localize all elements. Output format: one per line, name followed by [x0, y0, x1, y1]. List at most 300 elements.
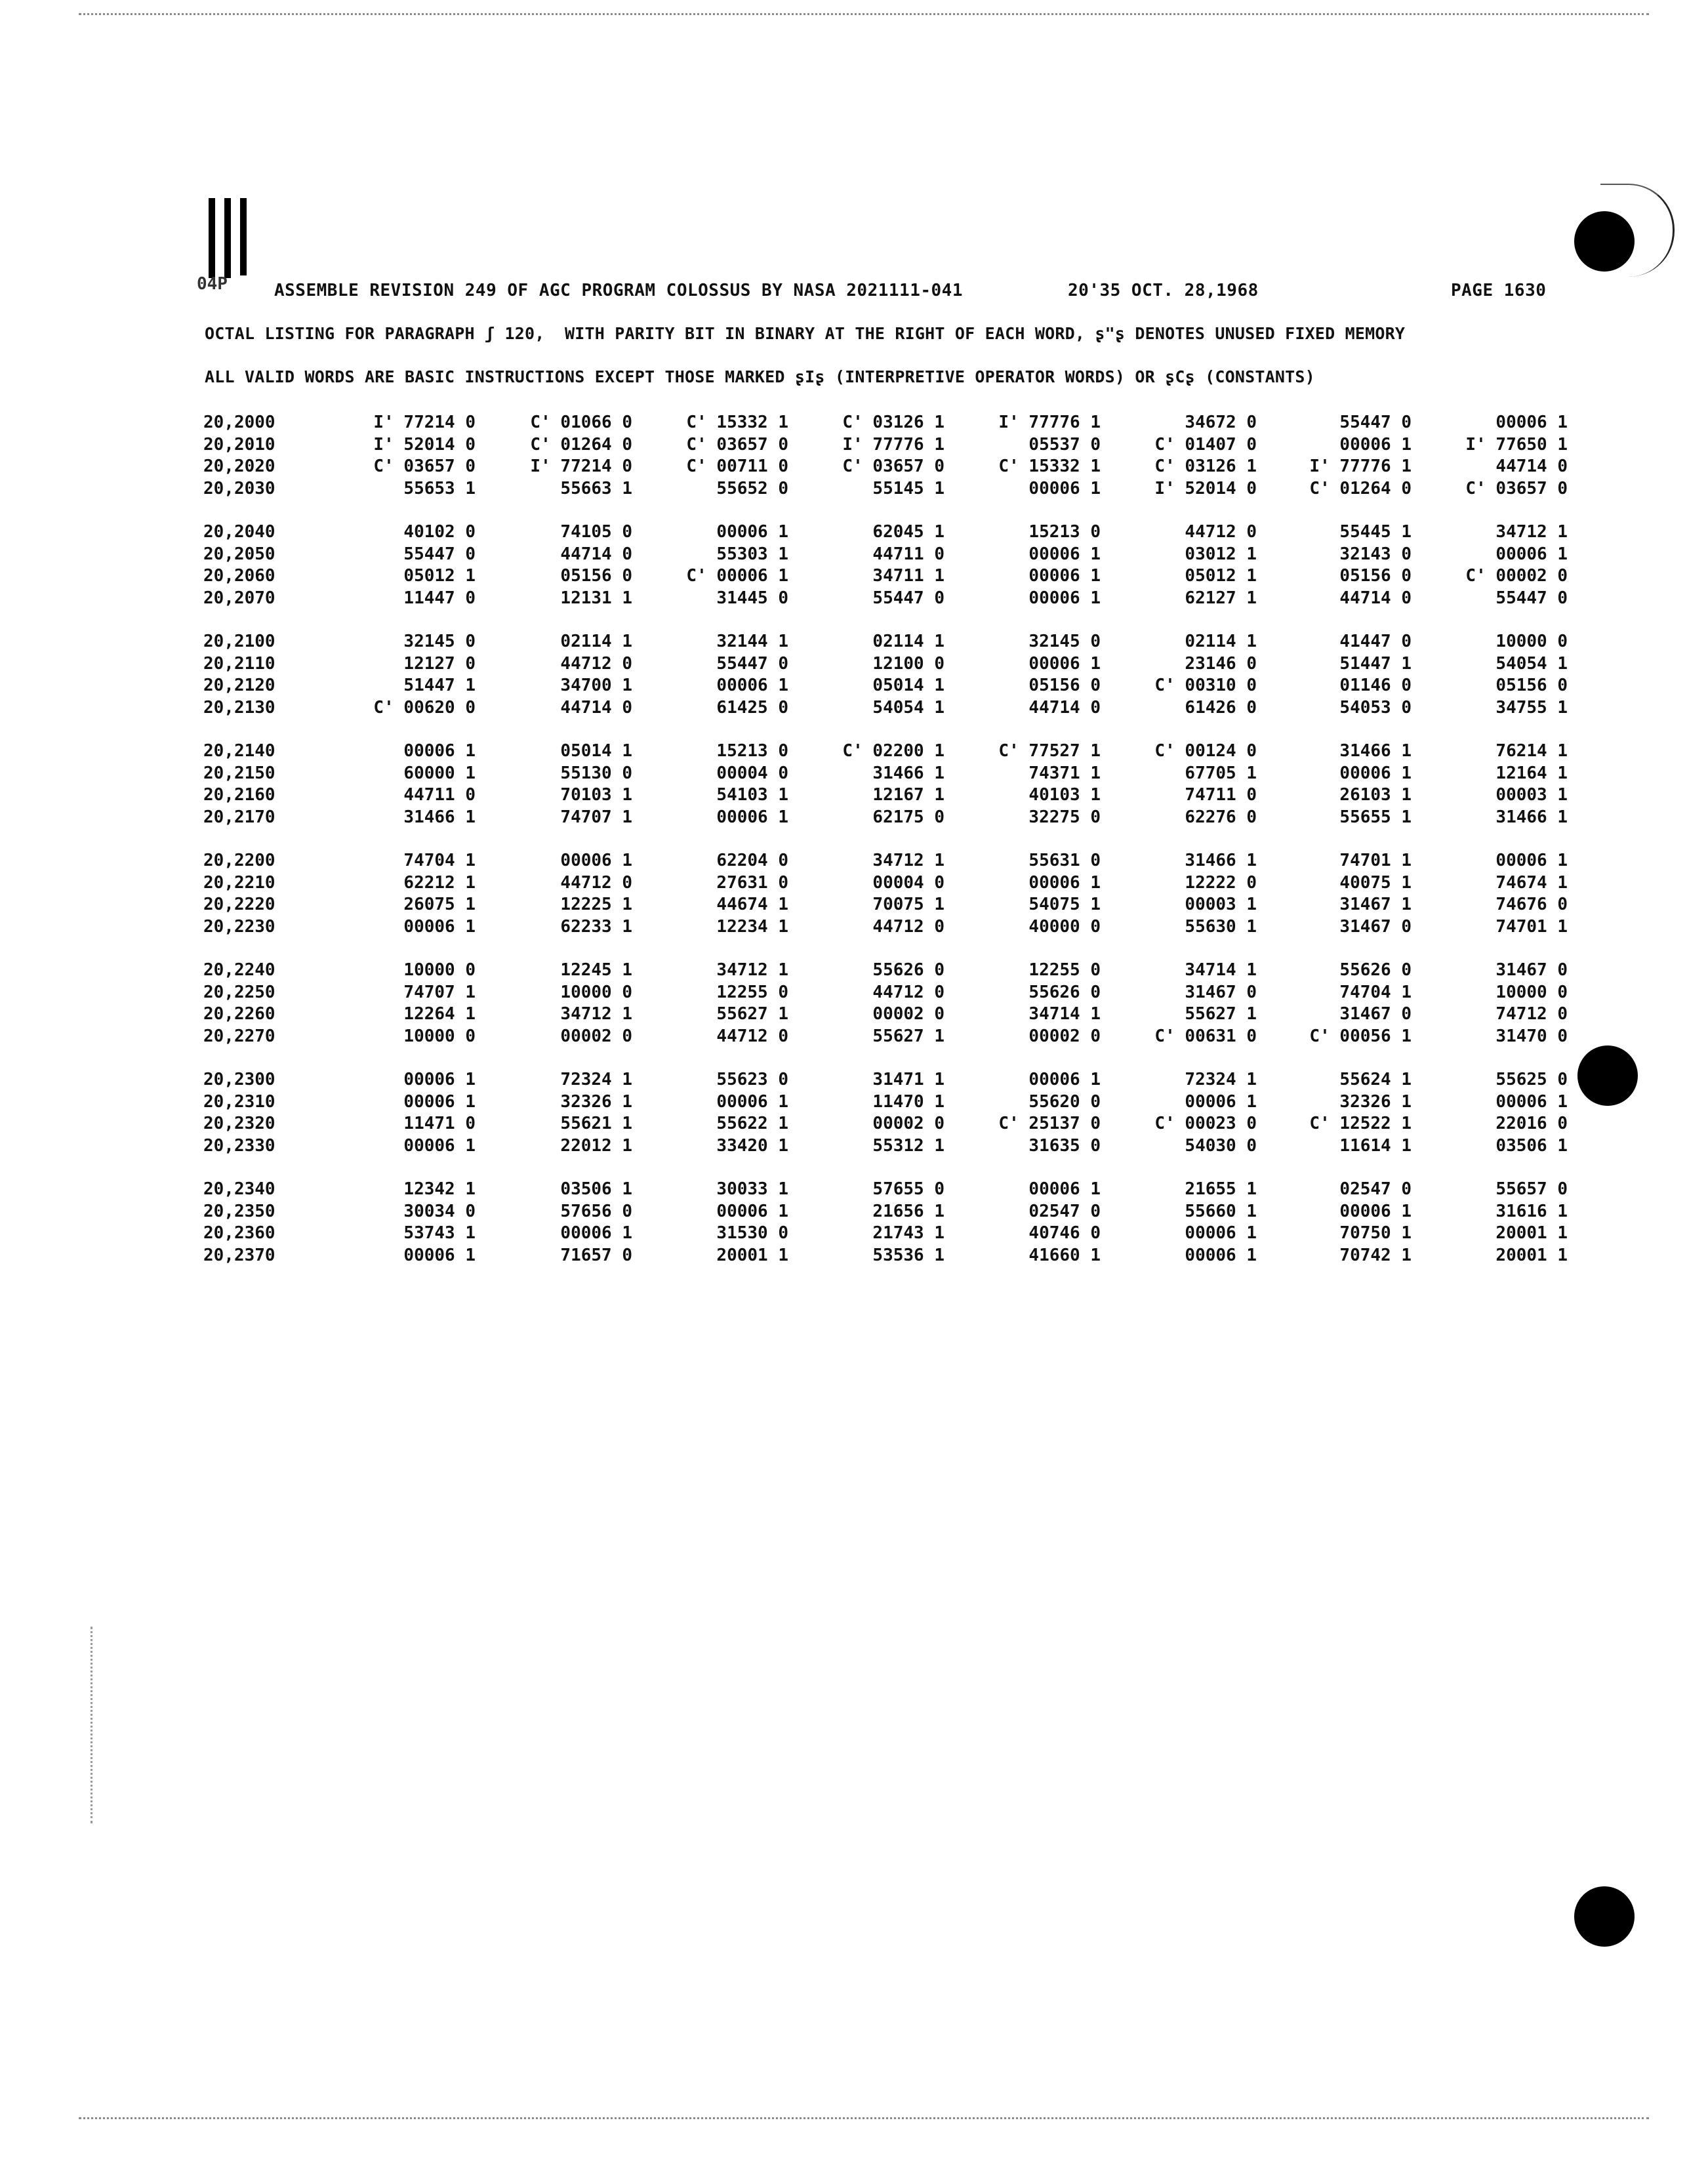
memory-word	[976, 894, 1101, 916]
word-value: 44712 0	[560, 872, 632, 893]
memory-word	[351, 631, 476, 653]
word-value: 34672 0	[1185, 413, 1257, 432]
memory-word	[1443, 521, 1568, 544]
memory-word	[351, 412, 476, 434]
word-value: 77776 1	[1028, 413, 1101, 432]
word-value: 44674 1	[716, 895, 788, 914]
table-row	[203, 434, 1568, 457]
word-value: 54053 0	[1339, 697, 1412, 718]
word-value: 12131 1	[560, 588, 632, 608]
word-value: 54103 1	[716, 785, 788, 805]
word-value: 00006 1	[1028, 1179, 1101, 1199]
row-address: 20,2150	[203, 763, 275, 783]
memory-word	[508, 850, 632, 872]
word-value: 34712 1	[560, 1004, 632, 1024]
memory-word	[1287, 675, 1412, 697]
row-address: 20,2240	[203, 960, 275, 980]
memory-word	[664, 412, 788, 434]
memory-word	[1443, 1223, 1568, 1245]
memory-word	[1287, 1113, 1412, 1135]
word-marker: C'	[842, 741, 863, 761]
word-value: 74105 0	[560, 522, 632, 542]
word-value: 20001 1	[716, 1245, 788, 1265]
word-value: 54030 0	[1185, 1135, 1257, 1156]
word-value: 00004 0	[872, 872, 945, 893]
memory-word	[976, 850, 1101, 872]
memory-word	[1287, 521, 1412, 544]
memory-word	[351, 894, 476, 916]
word-value: 00002 0	[1028, 1026, 1101, 1046]
memory-word	[1287, 982, 1412, 1004]
word-marker: C'	[1154, 457, 1175, 476]
word-value: 00006 1	[1028, 478, 1101, 498]
table-row	[203, 1091, 1568, 1114]
word-marker: C'	[686, 457, 707, 476]
row-address: 20,2250	[203, 982, 275, 1002]
word-value: 01066 0	[560, 413, 632, 432]
row-address: 20,2370	[203, 1245, 275, 1265]
table-row	[203, 456, 1568, 478]
memory-word	[976, 434, 1101, 457]
memory-word	[1132, 1135, 1257, 1158]
word-value: 31466 1	[1185, 851, 1257, 870]
row-address: 20,2100	[203, 632, 275, 651]
memory-word	[1287, 741, 1412, 763]
word-value: 74707 1	[403, 982, 476, 1002]
word-value: 00002 0	[872, 1114, 945, 1133]
word-value: 53536 1	[872, 1245, 945, 1265]
word-value: 34711 1	[872, 566, 945, 586]
table-row	[203, 412, 1568, 434]
word-value: 31466 1	[403, 807, 476, 827]
word-value: 55652 0	[716, 478, 788, 498]
word-value: 00006 1	[1028, 872, 1101, 893]
row-address: 20,2360	[203, 1223, 275, 1243]
word-value: 10000 0	[403, 960, 476, 980]
word-marker: C'	[530, 434, 551, 455]
word-marker: C'	[530, 413, 551, 432]
word-value: 44711 0	[872, 544, 945, 564]
memory-word	[1443, 784, 1568, 807]
memory-word	[351, 1004, 476, 1026]
word-value: 44714 0	[1339, 588, 1412, 608]
word-value: 55655 1	[1339, 807, 1412, 827]
word-value: 74674 1	[1495, 872, 1568, 893]
memory-word	[820, 894, 945, 916]
word-value: 03657 0	[1495, 478, 1568, 498]
table-row	[203, 697, 1568, 720]
memory-word	[508, 544, 632, 566]
word-value: 05012 1	[1185, 566, 1257, 586]
memory-word	[1287, 807, 1412, 829]
memory-word	[351, 916, 476, 939]
memory-word	[351, 697, 476, 720]
memory-word	[351, 588, 476, 610]
octal-listing-table	[203, 412, 1568, 1267]
memory-word	[820, 763, 945, 785]
word-value: 31616 1	[1495, 1201, 1568, 1221]
memory-word	[1132, 521, 1257, 544]
memory-word	[351, 565, 476, 588]
word-value: 15213 0	[1028, 522, 1101, 542]
word-value: 03012 1	[1185, 544, 1257, 564]
word-value: 15332 1	[716, 413, 788, 432]
word-value: 51447 1	[403, 676, 476, 695]
memory-word	[664, 588, 788, 610]
memory-word	[1287, 894, 1412, 916]
memory-word	[1443, 631, 1568, 653]
word-value: 00124 0	[1185, 741, 1257, 761]
memory-word	[976, 631, 1101, 653]
word-value: 55312 1	[872, 1135, 945, 1156]
row-address: 20,2330	[203, 1135, 275, 1156]
table-row	[203, 544, 1568, 566]
memory-word	[1132, 1026, 1257, 1048]
memory-word	[976, 807, 1101, 829]
word-marker: I'	[1309, 457, 1330, 476]
word-value: 34700 1	[560, 676, 632, 695]
memory-word	[508, 1069, 632, 1091]
word-value: 12245 1	[560, 960, 632, 980]
memory-word	[508, 1245, 632, 1267]
word-marker: C'	[1154, 1026, 1175, 1046]
row-address: 20,2060	[203, 566, 275, 586]
word-marker: C'	[998, 457, 1019, 476]
word-marker: I'	[842, 434, 863, 455]
word-value: 00006 1	[1028, 653, 1101, 674]
memory-word	[820, 588, 945, 610]
word-value: 05537 0	[1028, 434, 1101, 455]
word-value: 11471 0	[403, 1114, 476, 1133]
word-marker: C'	[998, 741, 1019, 761]
memory-word	[1132, 544, 1257, 566]
memory-word	[1132, 631, 1257, 653]
memory-word	[1132, 1223, 1257, 1245]
memory-word	[351, 521, 476, 544]
memory-word	[351, 653, 476, 676]
memory-word	[508, 1113, 632, 1135]
word-value: 31467 1	[1339, 895, 1412, 914]
word-value: 00002 0	[1495, 566, 1568, 586]
row-address: 20,2000	[203, 413, 275, 432]
word-value: 40075 1	[1339, 872, 1412, 893]
word-value: 22012 1	[560, 1135, 632, 1156]
memory-word	[351, 1179, 476, 1201]
word-value: 52014 0	[403, 434, 476, 455]
word-marker: I'	[373, 434, 394, 455]
memory-word	[351, 1026, 476, 1048]
word-value: 02114 1	[560, 632, 632, 651]
memory-word	[1443, 1026, 1568, 1048]
word-value: 31467 0	[1339, 1004, 1412, 1024]
word-value: 00006 1	[403, 1245, 476, 1265]
word-value: 32143 0	[1339, 544, 1412, 564]
memory-word	[508, 456, 632, 478]
memory-word	[1132, 1004, 1257, 1026]
listing-description: OCTAL LISTING FOR PARAGRAPH ʃ 120, WITH PARITY BIT IN BINARY AT THE RIGHT OF EACH WORD, ʂ"ʂ DENOTES UNUSED FIXED MEMORY	[205, 324, 1406, 343]
memory-word	[1443, 1245, 1568, 1267]
memory-word	[664, 565, 788, 588]
memory-word	[1132, 653, 1257, 676]
word-value: 20001 1	[1495, 1223, 1568, 1243]
memory-word	[351, 1091, 476, 1114]
memory-word	[1443, 763, 1568, 785]
row-address: 20,2230	[203, 916, 275, 937]
memory-word	[508, 565, 632, 588]
memory-word	[664, 807, 788, 829]
word-value: 00006 1	[1028, 588, 1101, 608]
word-value: 70103 1	[560, 785, 632, 805]
word-value: 10000 0	[403, 1026, 476, 1046]
table-row	[203, 653, 1568, 676]
word-value: 74712 0	[1495, 1004, 1568, 1024]
word-value: 32275 0	[1028, 807, 1101, 827]
memory-word	[664, 916, 788, 939]
memory-word	[508, 1223, 632, 1245]
word-value: 55621 1	[560, 1114, 632, 1133]
word-value: 26075 1	[403, 895, 476, 914]
memory-word	[508, 412, 632, 434]
memory-word	[820, 521, 945, 544]
memory-word	[664, 631, 788, 653]
word-value: 05156 0	[1028, 676, 1101, 695]
word-value: 20001 1	[1495, 1245, 1568, 1265]
word-value: 57656 0	[560, 1201, 632, 1221]
row-address: 20,2140	[203, 741, 275, 761]
memory-word	[1287, 544, 1412, 566]
word-marker: C'	[686, 434, 707, 455]
word-value: 32145 0	[1028, 632, 1101, 651]
word-value: 55623 0	[716, 1070, 788, 1089]
word-value: 77214 0	[560, 457, 632, 476]
word-value: 55447 0	[403, 544, 476, 564]
memory-word	[1443, 1069, 1568, 1091]
memory-word	[1443, 588, 1568, 610]
word-value: 31466 1	[872, 763, 945, 783]
word-value: 02200 1	[872, 741, 945, 761]
memory-word	[1443, 850, 1568, 872]
memory-word	[664, 697, 788, 720]
memory-word	[508, 916, 632, 939]
memory-word	[820, 697, 945, 720]
memory-word	[1443, 960, 1568, 982]
word-marker: I'	[373, 413, 394, 432]
word-value: 12234 1	[716, 916, 788, 937]
memory-word	[1287, 960, 1412, 982]
memory-word	[1287, 784, 1412, 807]
memory-word	[664, 850, 788, 872]
word-marker: C'	[373, 457, 394, 476]
word-value: 55626 0	[872, 960, 945, 980]
table-row	[203, 850, 1568, 872]
listing-title: ASSEMBLE REVISION 249 OF AGC PROGRAM COLOSSUS BY NASA 2021111-041	[274, 281, 963, 300]
word-value: 05156 0	[1495, 676, 1568, 695]
word-value: 55447 0	[872, 588, 945, 608]
word-value: 12225 1	[560, 895, 632, 914]
word-value: 31467 0	[1339, 916, 1412, 937]
word-value: 15213 0	[716, 741, 788, 761]
memory-word	[1287, 1026, 1412, 1048]
word-value: 00006 1	[716, 807, 788, 827]
word-value: 00006 1	[1028, 544, 1101, 564]
memory-word	[508, 872, 632, 895]
word-marker: C'	[1154, 741, 1175, 761]
memory-word	[976, 1026, 1101, 1048]
word-value: 00006 1	[403, 916, 476, 937]
table-row	[203, 807, 1568, 829]
memory-word	[1132, 982, 1257, 1004]
word-value: 05014 1	[872, 676, 945, 695]
punch-hole-icon	[1577, 1045, 1638, 1106]
word-value: 00631 0	[1185, 1026, 1257, 1046]
memory-word	[1443, 478, 1568, 500]
row-address: 20,2260	[203, 1004, 275, 1024]
memory-word	[1443, 675, 1568, 697]
memory-word	[820, 1091, 945, 1114]
word-value: 00006 1	[403, 1070, 476, 1089]
word-value: 44712 0	[872, 916, 945, 937]
memory-word	[351, 1113, 476, 1135]
word-value: 70750 1	[1339, 1223, 1412, 1243]
memory-word	[1287, 653, 1412, 676]
row-address: 20,2170	[203, 807, 275, 827]
row-address: 20,2340	[203, 1179, 275, 1199]
word-marker: I'	[1465, 434, 1486, 455]
memory-word	[1287, 1091, 1412, 1114]
memory-word	[976, 982, 1101, 1004]
memory-word	[1443, 741, 1568, 763]
memory-word	[820, 850, 945, 872]
word-value: 53743 1	[403, 1223, 476, 1243]
word-value: 34714 1	[1185, 960, 1257, 980]
word-value: 21656 1	[872, 1201, 945, 1221]
memory-word	[820, 675, 945, 697]
memory-word	[664, 741, 788, 763]
memory-word	[820, 916, 945, 939]
memory-word	[664, 1026, 788, 1048]
word-value: 44712 0	[560, 653, 632, 674]
word-value: 77776 1	[872, 434, 945, 455]
word-value: 02114 1	[1185, 632, 1257, 651]
memory-word	[976, 653, 1101, 676]
word-value: 12167 1	[872, 785, 945, 805]
memory-word	[1132, 478, 1257, 500]
memory-word	[351, 1069, 476, 1091]
word-value: 27631 0	[716, 872, 788, 893]
memory-word	[664, 1135, 788, 1158]
memory-word	[820, 434, 945, 457]
memory-word	[820, 1004, 945, 1026]
memory-word	[351, 982, 476, 1004]
memory-word	[351, 1223, 476, 1245]
memory-word	[508, 741, 632, 763]
memory-word	[1132, 894, 1257, 916]
word-value: 55625 0	[1495, 1070, 1568, 1089]
word-value: 54054 1	[1495, 653, 1568, 674]
memory-word	[1443, 1004, 1568, 1026]
word-value: 77527 1	[1028, 741, 1101, 761]
word-value: 70742 1	[1339, 1245, 1412, 1265]
row-address: 20,2310	[203, 1091, 275, 1112]
word-marker: C'	[1465, 566, 1486, 586]
word-value: 00006 1	[1339, 763, 1412, 783]
word-value: 57655 0	[872, 1179, 945, 1199]
table-row	[203, 1245, 1568, 1267]
word-value: 12264 1	[403, 1004, 476, 1024]
word-marker: C'	[1154, 676, 1175, 695]
memory-word	[508, 631, 632, 653]
memory-word	[976, 916, 1101, 939]
memory-word	[664, 544, 788, 566]
table-row	[203, 960, 1568, 982]
memory-word	[508, 1135, 632, 1158]
memory-word	[1443, 653, 1568, 676]
word-value: 11470 1	[872, 1091, 945, 1112]
table-row	[203, 872, 1568, 895]
word-value: 40000 0	[1028, 916, 1101, 937]
word-value: 01407 0	[1185, 434, 1257, 455]
word-value: 00006 1	[1495, 413, 1568, 432]
word-value: 32326 1	[1339, 1091, 1412, 1112]
row-address: 20,2050	[203, 544, 275, 564]
memory-word	[1287, 1201, 1412, 1223]
memory-word	[1287, 412, 1412, 434]
table-row	[203, 1179, 1568, 1201]
word-value: 52014 0	[1185, 478, 1257, 498]
memory-word	[664, 478, 788, 500]
word-value: 03657 0	[872, 457, 945, 476]
memory-word	[976, 1004, 1101, 1026]
binder-bar	[209, 198, 215, 278]
memory-word	[820, 631, 945, 653]
word-value: 55447 0	[1339, 413, 1412, 432]
memory-word	[820, 872, 945, 895]
memory-word	[820, 982, 945, 1004]
row-address: 20,2130	[203, 697, 275, 718]
memory-word	[820, 784, 945, 807]
word-value: 03657 0	[403, 457, 476, 476]
memory-word	[1287, 631, 1412, 653]
memory-word	[976, 741, 1101, 763]
word-value: 74707 1	[560, 807, 632, 827]
memory-word	[1132, 456, 1257, 478]
word-value: 05012 1	[403, 566, 476, 586]
word-value: 31471 1	[872, 1070, 945, 1089]
word-value: 03126 1	[1185, 457, 1257, 476]
memory-word	[351, 784, 476, 807]
table-row	[203, 1223, 1568, 1245]
memory-word	[1443, 1091, 1568, 1114]
bar-mark: 04P	[197, 274, 228, 294]
memory-word	[1132, 1113, 1257, 1135]
memory-word	[976, 565, 1101, 588]
binder-bars-icon	[209, 198, 249, 278]
memory-word	[1287, 872, 1412, 895]
word-value: 55303 1	[716, 544, 788, 564]
memory-word	[1132, 1091, 1257, 1114]
memory-word	[1132, 960, 1257, 982]
word-marker: C'	[1154, 1114, 1175, 1133]
word-marker: C'	[686, 413, 707, 432]
memory-word	[1287, 456, 1412, 478]
word-value: 74704 1	[403, 851, 476, 870]
memory-word	[1287, 850, 1412, 872]
memory-word	[1132, 872, 1257, 895]
memory-word	[1443, 434, 1568, 457]
binder-bar	[224, 198, 231, 278]
word-value: 34712 1	[872, 851, 945, 870]
memory-word	[1443, 456, 1568, 478]
